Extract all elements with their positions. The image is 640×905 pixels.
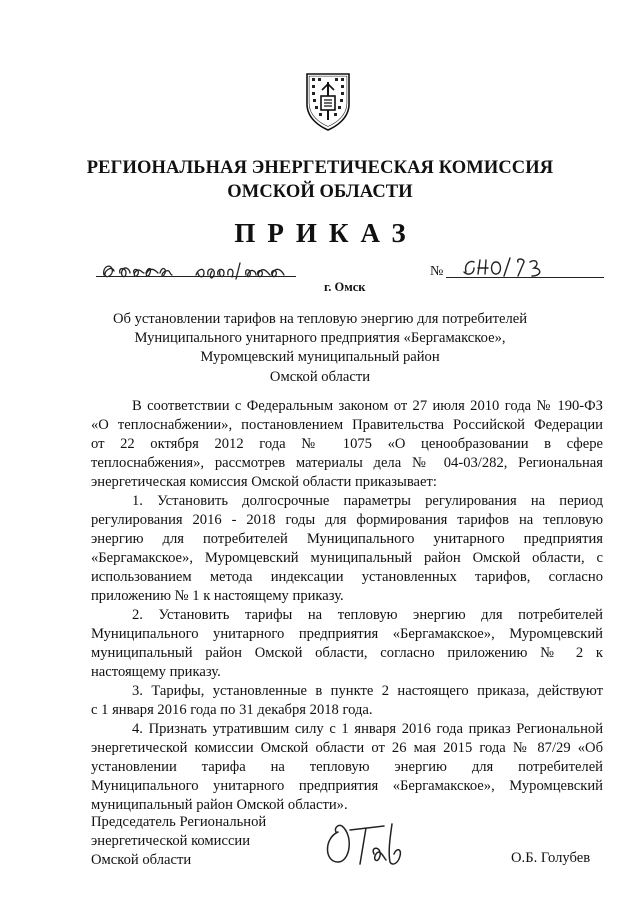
body-line: энергию для потребителей Муниципального унитарного предприятия [91, 531, 603, 547]
number-underline [446, 277, 604, 278]
position-line: Омской области [91, 852, 192, 869]
body-line: В соответствии с Федеральным законом от 27 июля 2010 года № 190-ФЗ [132, 398, 603, 414]
body-line: настоящему приказу. [91, 664, 221, 680]
body-line: 2. Установить тарифы на тепловую энергию для потребителей [132, 607, 603, 623]
document-type-title: ПРИКАЗ [234, 218, 418, 248]
date-underline [96, 276, 296, 277]
body-line: Муниципального унитарного предприятия «Бергамакское», Муромцевский [91, 778, 603, 794]
document-subject [0, 310, 640, 387]
organization-name-line1: РЕГИОНАЛЬНАЯ ЭНЕРГЕТИЧЕСКАЯ КОМИССИЯ [86, 158, 554, 178]
body-line: Муниципального унитарного предприятия «Бергамакское», Муромцевский [91, 626, 603, 642]
body-line: «Бергамакское», Муромцевский муниципальный район Омской области, с [91, 550, 603, 566]
coat-of-arms-emblem [303, 70, 353, 132]
body-line: теплоснабжения», рассмотрев материалы дела № 04-03/282, Региональная [91, 455, 603, 471]
body-line: с 1 января 2016 года по 31 декабря 2018 года. [91, 702, 373, 718]
signer-name: О.Б. Голубев [511, 850, 591, 866]
organization-name-line2: ОМСКОЙ ОБЛАСТИ [227, 182, 413, 202]
subject-line: Омской области [269, 368, 371, 385]
body-line: установлении тарифа на тепловую энергию для потребителей [91, 759, 603, 775]
subject-line: Муниципального унитарного предприятия «Бергамакское», [134, 330, 506, 347]
body-line: энергетической комиссии Омской области от 26 мая 2015 года № 87/29 «Об [91, 740, 603, 756]
subject-line: Муромцевский муниципальный район [200, 349, 440, 366]
body-line: от 22 октября 2012 года № 1075 «О ценообразовании в сфере [91, 436, 603, 452]
body-line: приложению № 1 к настоящему приказу. [91, 588, 344, 604]
body-line: 1. Установить долгосрочные параметры регулирования на период [132, 493, 603, 509]
body-line: муниципальный район Омской области, согласно приложению № 2 к [91, 645, 603, 661]
body-line: использованием метода индексации установленных тарифов, согласно [91, 569, 603, 585]
body-line: муниципальный район Омской области». [91, 797, 348, 813]
position-line: энергетической комиссии [91, 833, 251, 850]
body-line: энергетическая комиссия Омской области приказывает: [91, 474, 437, 490]
handwritten-signature [320, 818, 420, 874]
signatory-position [91, 813, 266, 871]
body-line: регулирования 2016 - 2018 годы для формирования тарифов на тепловую [91, 512, 603, 528]
body-line: «О теплоснабжении», постановлением Правительства Российской Федерации [91, 417, 603, 433]
subject-line: Об установлении тарифов на тепловую энергию для потребителей [112, 311, 528, 327]
body-line: 3. Тарифы, установленные в пункте 2 настоящего приказа, действуют [132, 683, 603, 699]
handwritten-date [100, 255, 290, 285]
position-line: Председатель Региональной [91, 814, 267, 830]
body-line: 4. Признать утратившим силу с 1 января 2016 года приказ Региональной [132, 721, 603, 737]
number-label: № [430, 264, 444, 279]
city-name: г. Омск [324, 280, 366, 294]
